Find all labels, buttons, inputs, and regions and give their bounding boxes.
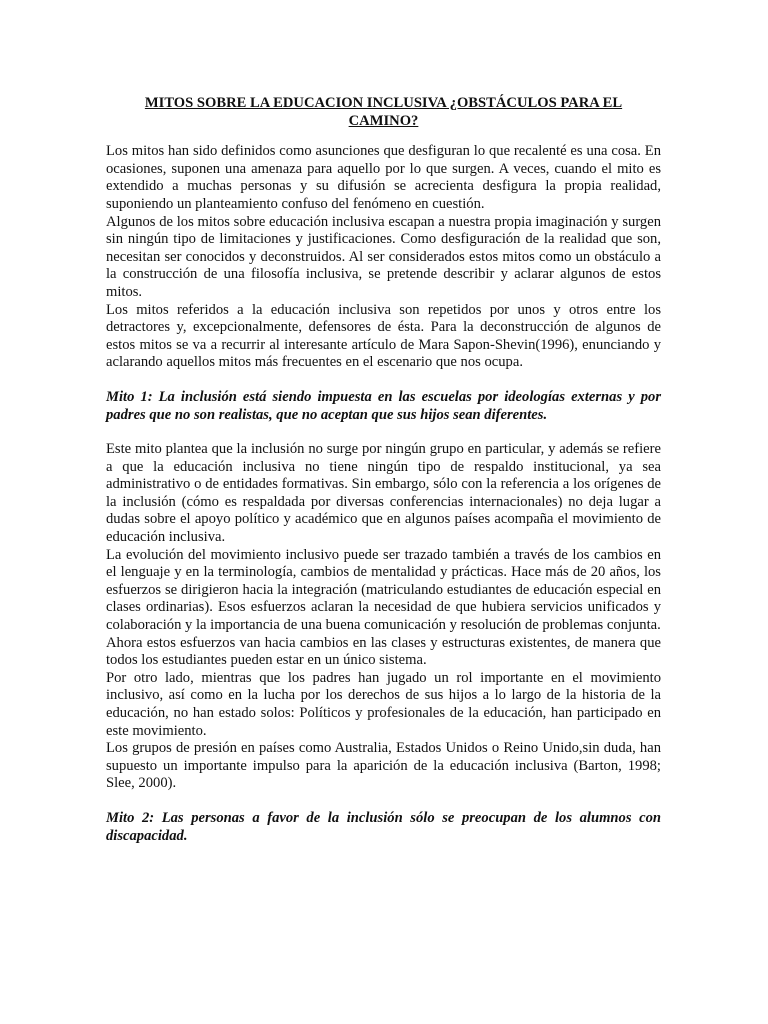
document-body <box>106 95 661 845</box>
myth-1-paragraph-4: Por otro lado, mientras que los padres han jugado un rol importante en el movimiento inclusivo, así como en la lucha por los derechos de sus hijos a lo largo de la historia de la educación, no han estado solos: Políticos y profesionales de la educación, han participado en este movimiento. <box>106 669 661 739</box>
spacer <box>106 793 661 810</box>
myth-1-paragraph-5: Los grupos de presión en países como Australia, Estados Unidos o Reino Unido,sin duda, han supuesto un importante impulso para la aparición de la educación inclusiva (Barton, 1998; Slee, 2000). <box>106 740 661 792</box>
myth-1-paragraph-2: La evolución del movimiento inclusivo puede ser trazado también a través de los cambios en el lenguaje y en la terminología, cambios de mentalidad y prácticas. Hace más de 20 años, los esfuerzos se dirigieron hacia la integración (matriculando estudiantes de educación especial en clases ordinarias). Esos esfuerzos aclaran la necesidad de que hubiera servicios unificados y colaboración y la importancia de una buena comunicación y resolución de problemas conjunta. <box>106 546 661 634</box>
intro-paragraph-1: Los mitos han sido definidos como asunciones que desfiguran lo que recalenté es una cosa. En ocasiones, suponen una amenaza para aquello por lo que surgen. A veces, cuando el mito es extendido a muchas personas y su difusión se acrecienta desfigura la propia realidad, suponiendo un planteamiento confuso del fenómeno en cuestión. <box>106 143 661 212</box>
myth-1-paragraph-1: Este mito plantea que la inclusión no surge por ningún grupo en particular, y además se refiere a que la educación inclusiva no tiene ningún tipo de respaldo institucional, ya sea administrativo o de entidades formativas. Sin embargo, sólo con la referencia a los orígenes de la inclusión (cómo es respaldada por diversas conferencias internacionales) no deja lugar a dudas sobre el apoyo político y académico que en algunos países acompaña el movimiento de educación inclusiva. <box>106 441 661 546</box>
spacer <box>106 424 661 441</box>
spacer <box>106 372 661 389</box>
intro-paragraph-2: Algunos de los mitos sobre educación inclusiva escapan a nuestra propia imaginación y surgen sin ningún tipo de limitaciones y justificaciones. Como desfiguración de la realidad que son, necesitan ser conocidos y deconstruidos. Al ser considerados estos mitos como un obstáculo a la construcción de una filosofía inclusiva, se pretende describir y aclarar algunos de estos mitos. <box>106 213 661 300</box>
page-title <box>106 95 661 130</box>
myth-1-heading: Mito 1: La inclusión está siendo impuesta en las escuelas por ideologías externas y por padres que no son realistas, que no aceptan que sus hijos sean diferentes. <box>106 388 661 423</box>
title-line-2: CAMINO? <box>348 112 419 129</box>
myth-2-heading: Mito 2: Las personas a favor de la inclusión sólo se preocupan de los alumnos con discapacidad. <box>106 809 661 844</box>
intro-paragraph-3: Los mitos referidos a la educación inclusiva son repetidos por unos y otros entre los detractores y, excepcionalmente, defensores de ésta. Para la deconstrucción de algunos de estos mitos se va a recurrir al interesante artículo de Mara Sapon-Shevin(1996), enunciando y aclarando aquellos mitos más frecuentes en el escenario que nos ocupa. <box>106 301 661 371</box>
myth-1-paragraph-3: Ahora estos esfuerzos van hacia cambios en las clases y estructuras existentes, de manera que todos los estudiantes pueden estar en un único sistema. <box>106 634 661 669</box>
title-line-1: MITOS SOBRE LA EDUCACION INCLUSIVA ¿OBSTÁCULOS PARA EL <box>144 95 623 111</box>
